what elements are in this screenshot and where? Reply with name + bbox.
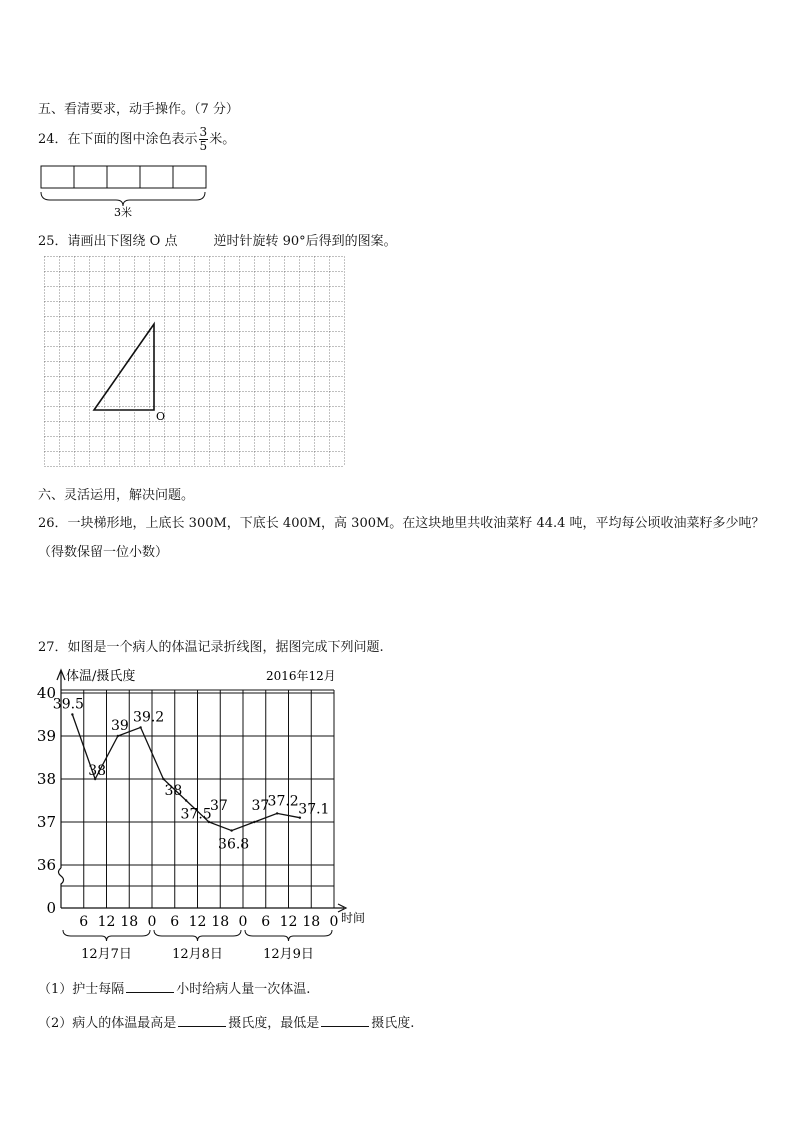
data-point bbox=[71, 713, 73, 715]
data-label: 37 bbox=[251, 798, 270, 814]
x-tick-label: 12 bbox=[279, 914, 298, 930]
bar-length-label: 3米 bbox=[114, 206, 132, 219]
y-tick-label: 37 bbox=[36, 813, 56, 831]
q27-sub1-a: （1）护士每隔 bbox=[38, 982, 125, 997]
day-brace bbox=[245, 930, 332, 941]
data-label: 39.2 bbox=[133, 709, 165, 726]
y-tick-label: 40 bbox=[36, 684, 56, 702]
chart-xlabel: 时间 bbox=[341, 911, 366, 925]
bar-cell[interactable] bbox=[74, 166, 107, 188]
y-axis-break bbox=[59, 868, 64, 908]
x-tick-label: 12 bbox=[97, 914, 116, 930]
temperature-line-chart bbox=[36, 660, 376, 970]
question-26: 26．一块梯形地，上底长 300M，下底长 400M，高 300M。在这块地里共收油菜籽 44.4 吨，平均每公顷收油菜籽多少吨？ bbox=[38, 516, 765, 531]
bar-brace bbox=[41, 192, 205, 206]
bar-cell[interactable] bbox=[140, 166, 173, 188]
chart-ylabel: 体温/摄氏度 bbox=[66, 669, 136, 684]
q24-bar-figure bbox=[38, 160, 238, 220]
q27-sub1-b: 小时给病人量一次体温. bbox=[176, 982, 311, 997]
y-tick-label: 39 bbox=[36, 727, 56, 745]
day-brace bbox=[154, 930, 241, 941]
rotation-point-label: O bbox=[156, 410, 166, 423]
chart-title: 2016年12月 bbox=[266, 669, 336, 683]
y-tick-label: 38 bbox=[36, 770, 56, 788]
day-brace bbox=[63, 930, 150, 941]
data-label: 36.8 bbox=[218, 836, 250, 853]
x-tick-label: 6 bbox=[261, 914, 271, 930]
x-tick-label: 6 bbox=[79, 914, 89, 930]
y-tick-label: 36 bbox=[36, 856, 56, 874]
question-27: 27．如图是一个病人的体温记录折线图，据图完成下列问题. bbox=[38, 640, 384, 655]
question-26-note: （得数保留一位小数） bbox=[38, 545, 169, 560]
x-tick-label: 18 bbox=[211, 914, 230, 930]
q27-sub2-b: 摄氏度，最低是 bbox=[228, 1016, 320, 1031]
y-tick-label: 0 bbox=[46, 899, 56, 917]
section-6-title: 六、灵活运用，解决问题。 bbox=[38, 488, 195, 503]
data-point bbox=[117, 735, 119, 737]
data-label: 38 bbox=[88, 763, 107, 779]
x-tick-label: 0 bbox=[329, 914, 339, 930]
section-5-title: 五、看清要求，动手操作。（7 分） bbox=[38, 102, 239, 117]
data-point bbox=[276, 812, 278, 814]
day-label: 12月8日 bbox=[172, 947, 223, 962]
q27-sub2-c: 摄氏度. bbox=[371, 1016, 415, 1031]
answer-blank-highest[interactable] bbox=[178, 1016, 226, 1027]
question-25 bbox=[38, 230, 397, 249]
data-point bbox=[185, 799, 187, 801]
data-label: 37.2 bbox=[267, 793, 299, 810]
x-tick-label: 18 bbox=[302, 914, 321, 930]
q27-sub2-a: （2）病人的体温最高是 bbox=[38, 1016, 177, 1031]
data-label: 37.5 bbox=[180, 806, 212, 823]
q24-suffix: 米。 bbox=[209, 132, 236, 147]
x-tick-label: 0 bbox=[147, 914, 157, 930]
question-27-part-2 bbox=[38, 1012, 414, 1031]
x-tick-label: 6 bbox=[170, 914, 180, 930]
x-tick-label: 12 bbox=[188, 914, 207, 930]
data-label: 37.1 bbox=[298, 801, 330, 818]
bar-cell[interactable] bbox=[41, 166, 74, 188]
fraction bbox=[199, 126, 209, 153]
day-label: 12月7日 bbox=[81, 947, 132, 962]
data-point bbox=[230, 829, 232, 831]
fraction-numerator: 3 bbox=[199, 125, 208, 139]
data-label: 37 bbox=[209, 798, 228, 814]
x-tick-label: 18 bbox=[120, 914, 139, 930]
q24-prefix: 24．在下面的图中涂色表示 bbox=[38, 132, 198, 147]
answer-blank-lowest[interactable] bbox=[321, 1016, 369, 1027]
question-27-part-1 bbox=[38, 978, 310, 997]
fraction-denominator: 5 bbox=[199, 139, 208, 153]
bar-cell[interactable] bbox=[107, 166, 140, 188]
bar-cell[interactable] bbox=[173, 166, 206, 188]
data-point bbox=[253, 821, 255, 823]
data-label: 39.5 bbox=[52, 696, 84, 713]
data-label: 38 bbox=[164, 783, 183, 799]
q25-text-a: 25．请画出下图绕 O 点 bbox=[38, 234, 178, 249]
triangle-shape bbox=[94, 324, 154, 410]
data-point bbox=[162, 778, 164, 780]
q25-text-b: 逆时针旋转 90°后得到的图案。 bbox=[213, 234, 397, 249]
day-label: 12月9日 bbox=[263, 947, 314, 962]
question-24 bbox=[38, 126, 235, 153]
rotation-grid bbox=[44, 256, 354, 478]
data-point bbox=[139, 726, 141, 728]
data-label: 39 bbox=[110, 718, 129, 734]
answer-blank-interval[interactable] bbox=[126, 982, 174, 993]
x-tick-label: 0 bbox=[238, 914, 248, 930]
